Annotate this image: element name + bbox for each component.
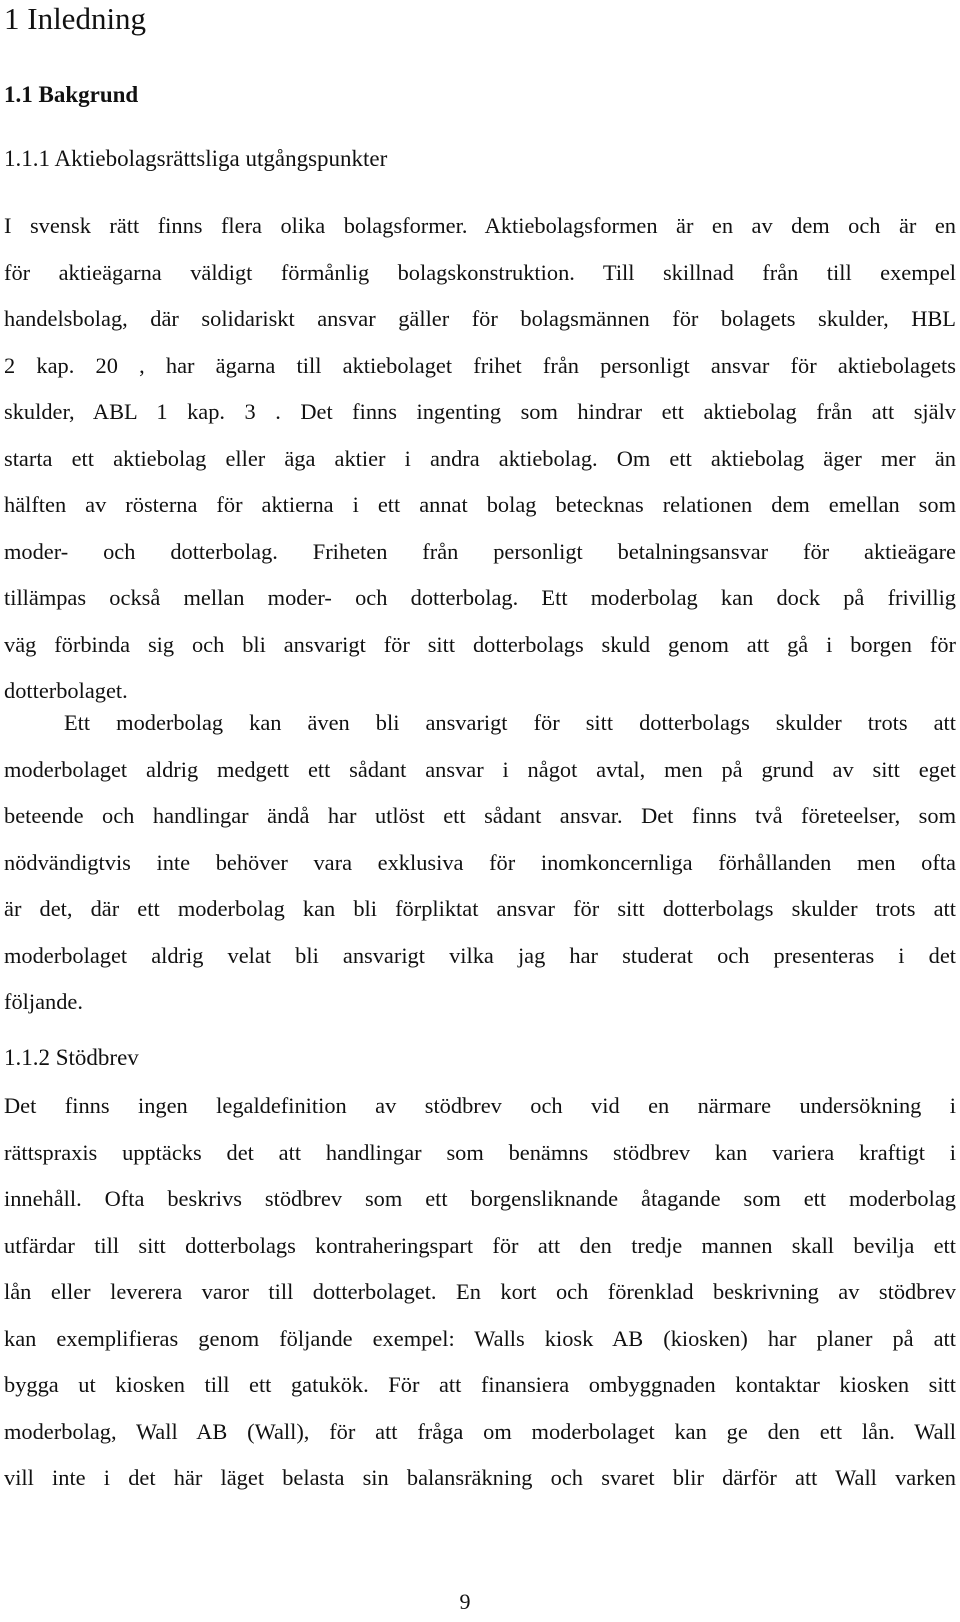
paragraph-line: tillämpas också mellan moder- och dotterbolag. Ett moderbolag kan dock på frivillig [4, 585, 956, 610]
paragraph [4, 708, 956, 1034]
paragraph [4, 211, 956, 723]
page-number: 9 [459, 1589, 471, 1614]
paragraph-line: starta ett aktiebolag eller äga aktier i andra aktiebolag. Om ett aktiebolag äger mer än [4, 445, 956, 471]
paragraph-line: 2 kap. 20 , har ägarna till aktiebolaget frihet från personligt ansvar för aktiebolagets [4, 352, 956, 378]
paragraph-line: handelsbolag, där solidariskt ansvar gäller för bolagsmännen för bolagets skulder, HBL [4, 306, 956, 331]
paragraph-line: följande. [4, 989, 83, 1014]
paragraph-line: I svensk rätt finns flera olika bolagsformer. Aktiebolagsformen är en av dem och är en [4, 213, 956, 238]
paragraph-line: moderbolag, Wall AB (Wall), för att fråga om moderbolaget kan ge den ett lån. Wall [4, 1418, 956, 1444]
paragraph-line: rättspraxis upptäcks det att handlingar som benämns stödbrev kan variera kraftigt i [4, 1139, 956, 1165]
paragraph-line: hälften av rösterna för aktierna i ett annat bolag betecknas relationen dem emellan som [4, 492, 956, 517]
paragraph-line: dotterbolaget. [4, 678, 128, 703]
paragraph-line: vill inte i det här läget belasta sin balansräkning och svaret blir därför att Wall varken [4, 1465, 956, 1490]
paragraph-line: moder- och dotterbolag. Friheten från personligt betalningsansvar för aktieägare [4, 538, 956, 564]
paragraph-line: utfärdar till sitt dotterbolags kontraheringspart för att den tredje mannen skall bevilja ett [4, 1232, 956, 1258]
paragraph-line: lån eller leverera varor till dotterbolaget. En kort och förenklad beskrivning av stödbrev [4, 1279, 956, 1304]
chapter-heading: 1 Inledning [4, 1, 147, 36]
paragraph-line: innehåll. Ofta beskrivs stödbrev som ett borgensliknande åtagande som ett moderbolag [4, 1186, 956, 1211]
paragraph-line: moderbolaget aldrig velat bli ansvarigt vilka jag har studerat och presenteras i det [4, 942, 956, 968]
paragraph-line: kan exemplifieras genom följande exempel: Walls kiosk AB (kiosken) har planer på att [4, 1325, 956, 1351]
paragraph-line: nödvändigtvis inte behöver vara exklusiva för inomkoncernliga förhållanden men ofta [4, 849, 956, 875]
paragraph-line: beteende och handlingar ändå har utlöst ett sådant ansvar. Det finns två företeelser, som [4, 803, 956, 828]
paragraph-line: skulder, ABL 1 kap. 3 . Det finns ingenting som hindrar ett aktiebolag från att själv [4, 399, 956, 424]
subsection-heading-1: 1.1.1 Aktiebolagsrättsliga utgångspunkter [4, 146, 388, 171]
paragraph-line: för aktieägarna väldigt förmånlig bolagskonstruktion. Till skillnad från till exempel [4, 259, 956, 285]
paragraph-line: bygga ut kiosken till ett gatukök. För att finansiera ombyggnaden kontaktar kiosken sitt [4, 1372, 956, 1397]
paragraph-line: är det, där ett moderbolag kan bli förpliktat ansvar för sitt dotterbolags skulder trots att [4, 896, 956, 921]
paragraph-line: väg förbinda sig och bli ansvarigt för sitt dotterbolags skuld genom att gå i borgen för [4, 631, 956, 657]
subsection-heading-2: 1.1.2 Stödbrev [4, 1045, 139, 1070]
paragraph-line: Ett moderbolag kan även bli ansvarigt för sitt dotterbolags skulder trots att [64, 710, 956, 735]
paragraph [4, 1091, 956, 1510]
paragraph-line: moderbolaget aldrig medgett ett sådant ansvar i något avtal, men på grund av sitt eget [4, 756, 956, 782]
section-heading: 1.1 Bakgrund [4, 82, 139, 107]
paragraph-line: Det finns ingen legaldefinition av stödbrev och vid en närmare undersökning i [4, 1093, 956, 1118]
